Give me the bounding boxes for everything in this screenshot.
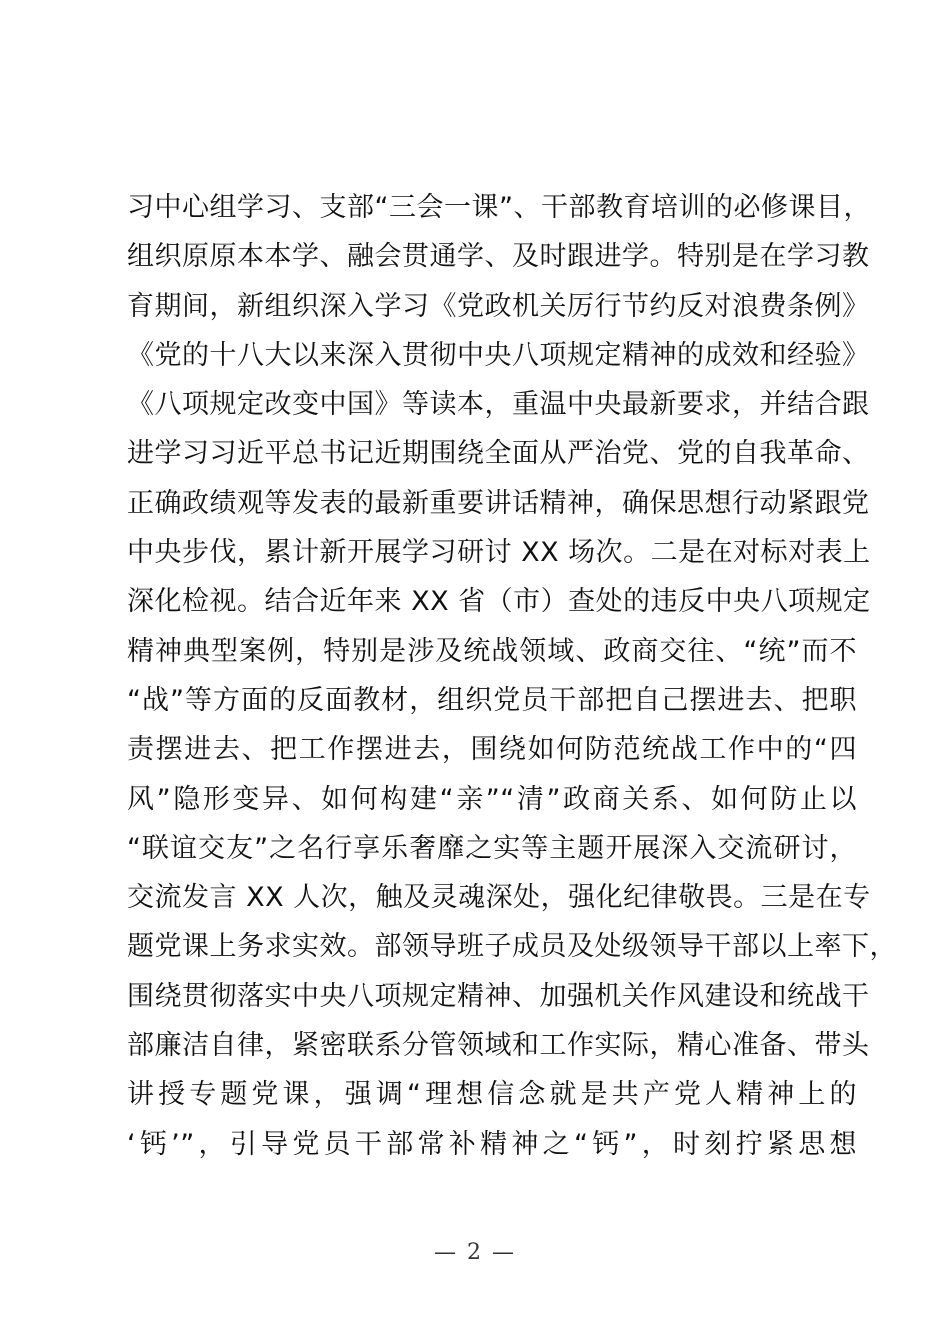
text-line: 责摆进去、把工作摆进去，围绕如何防范统战工作中的“四 [127,734,857,766]
text-line: 正确政绩观等发表的最新重要讲话精神，确保思想行动紧跟党 [127,487,870,519]
text-line: 习中心组学习、支部“三会一课”、干部教育培训的必修课目， [127,192,871,223]
text-line: 部廉洁自律，紧密联系分管领域和工作实际，精心准备、带头 [127,1030,870,1062]
text-line: 围绕贯彻落实中央八项规定精神、加强机关作风建设和统战干 [127,980,870,1012]
text-line: ‘钙’”，引导党员干部常补精神之“钙”，时刻拧紧思想 [127,1128,857,1160]
text-line: “联谊交友”之名行享乐奢靡之实等主题开展深入交流研讨， [127,832,857,864]
page-number: — 2 — [434,1240,516,1265]
text-line: 组织原原本本学、融会贯通学、及时跟进学。特别是在学习教 [127,241,870,273]
body-text [127,183,897,1169]
text-line: 中央步伐，累计新开展学习研讨 XX 场次。二是在对标对表上 [127,537,871,569]
text-line: 精神典型案例，特别是涉及统战领域、政商交往、“统”而不 [127,635,857,667]
text-line: 交流发言 XX 人次，触及灵魂深处，强化纪律敬畏。三是在专 [127,882,871,914]
text-line: 《党的十八大以来深入贯彻中央八项规定精神的成效和经验》 [127,339,870,371]
text-line: “战”等方面的反面教材，组织党员干部把自己摆进去、把职 [127,684,857,716]
text-line: 育期间，新组织深入学习《党政机关厉行节约反对浪费条例》 [127,290,870,322]
text-line: 讲授专题党课，强调“理想信念就是共产党人精神上的 [127,1079,857,1111]
text-line: 深化检视。结合近年来 XX 省（市）查处的违反中央八项规定 [127,586,871,618]
text-line: 进学习习近平总书记近期围绕全面从严治党、党的自我革命、 [127,438,870,470]
text-line: 风”隐形变异、如何构建“亲”“清”政商关系、如何防止以 [127,783,857,815]
text-line: 题党课上务求实效。部领导班子成员及处级领导干部以上率下， [127,931,897,963]
text-line: 《八项规定改变中国》等读本，重温中央最新要求，并结合跟 [127,389,870,421]
